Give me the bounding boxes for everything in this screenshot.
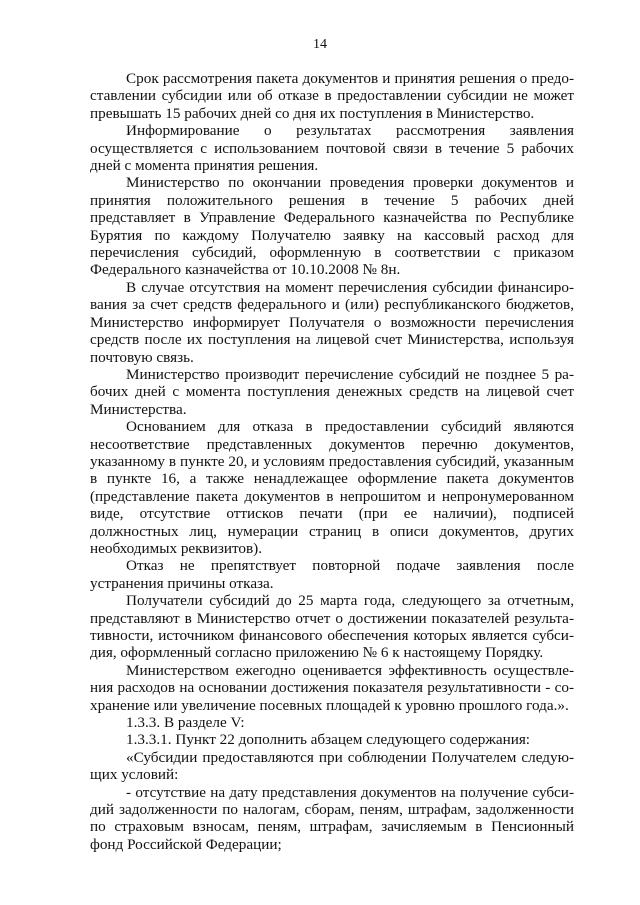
- paragraph-item-22: 1.3.3.1. Пункт 22 дополнить абзацем следующего содержания:: [126, 731, 531, 749]
- paragraph-treasury-request: Министерство по окончании проведения проверки документов и принятия положительного решения в течение 5 рабочих дней представляет в Управление Федерального казначейства по Республике Бурятия по каждому Получателю заявку на кассовый расход для перечисления субсидий, оформленную в соответствии с приказом Федерального казначейства от 10.10.2008 № 8н.: [90, 174, 574, 279]
- document-body: [90, 70, 574, 853]
- paragraph-review-term: Срок рассмотрения пакета документов и принятия решения о предоставлении субсидии или об отказе в предоставлении субсидии не может превышать 15 рабочих дней со дня их поступления в Министерство.: [90, 70, 574, 122]
- paragraph-section-v: 1.3.3. В разделе V:: [126, 714, 245, 732]
- paragraph-report: Получатели субсидий до 25 марта года, следующего за отчетным, представляют в Министерство отчет о достижении показателей результативности, источником финансового обеспечения которых является субсидия, оформленный согласно приложению № 6 к настоящему Порядку.: [90, 592, 574, 662]
- page-number: 14: [313, 37, 327, 52]
- paragraph-transfer-term: Министерство производит перечисление субсидий не позднее 5 рабочих дней с момента поступления денежных средств на лицевой счет Министерства.: [90, 365, 574, 418]
- paragraph-efficiency: Министерством ежегодно оценивается эффективность осуществления расходов на основании достижения показателя результативности - сохранение или увеличение посевных площадей к уровню прошлого года.».: [90, 661, 574, 714]
- paragraph-refusal-grounds: Основанием для отказа в предоставлении субсидий являются несоответствие представленных документов перечню документов, указанному в пункте 20, и условиям предоставления субсидий, указанным в пункте 16, а также ненадлежащее оформление пакета документов (представление пакета документов в непрошитом и непронумерованном виде, отсутствие оттисков печати (при ее наличии), подписей должностных лиц, нумерации страниц в описи документов, других необходимых реквизитов).: [90, 418, 574, 557]
- paragraph-conditions: «Субсидии предоставляются при соблюдении Получателем следующих условий:: [90, 748, 574, 784]
- paragraph-resubmission: Отказ не препятствует повторной подаче заявления после устранения причины отказа.: [90, 557, 574, 592]
- paragraph-no-debt: - отсутствие на дату представления документов на получение субсидий задолженности по налогам, сборам, пеням, штрафам, задолженности по страховым взносам, пеням, штрафам, зачисляемым в Пенсионный фонд Российской Федерации;: [90, 783, 574, 853]
- paragraph-no-funding: В случае отсутствия на момент перечисления субсидии финансирования за счет средств федерального и (или) республиканского бюджетов, Министерство информирует Получателя о возможности перечисления средств после их поступления на лицевой счет Министерства, используя почтовую связь.: [90, 278, 574, 366]
- paragraph-notification: Информирование о результатах рассмотрения заявления осуществляется с использованием почтовой связи в течение 5 рабочих дней с момента принятия решения.: [90, 122, 574, 175]
